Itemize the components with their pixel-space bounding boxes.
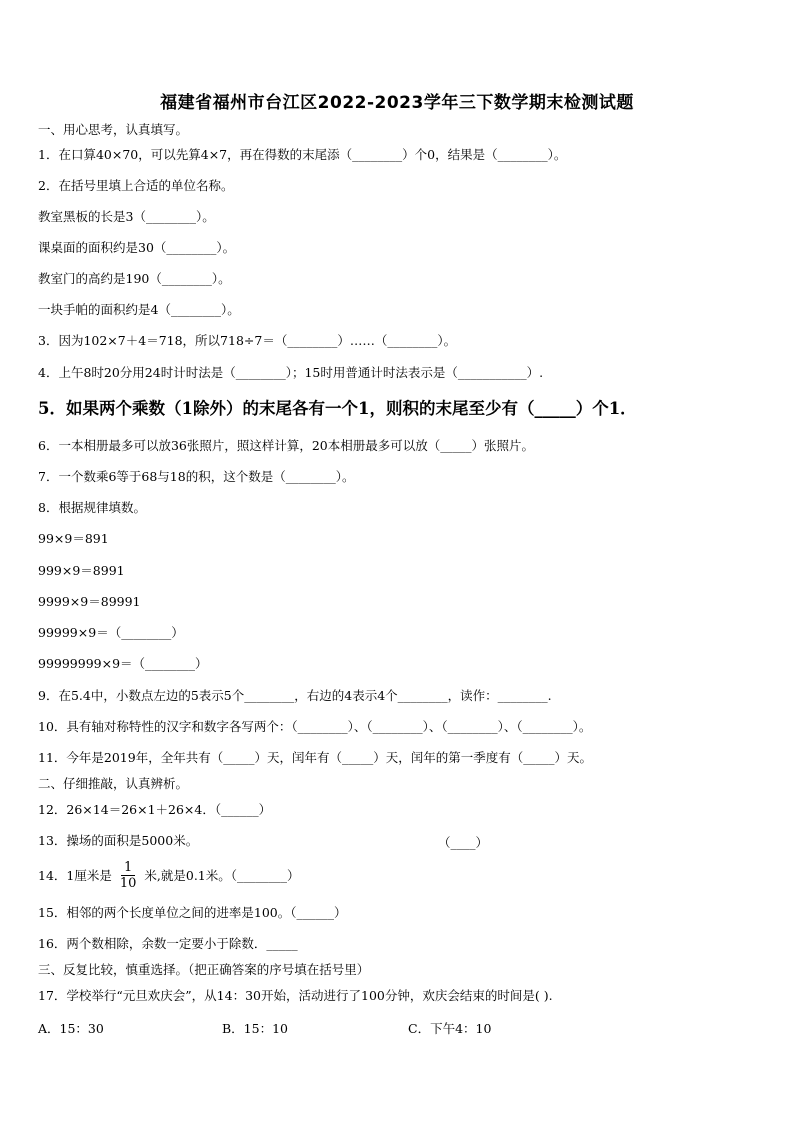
- question-7: 7．一个数乘6等于68与18的积，这个数是（________）。: [38, 469, 355, 484]
- question-1: 1．在口算40×70，可以先算4×7，再在得数的末尾添（________）个0，结果是（________）。: [38, 147, 567, 162]
- question-16: 16．两个数相除，余数一定要小于除数．_____: [38, 936, 298, 951]
- page-title: 福建省福州市台江区2022-2023学年三下数学期末检测试题: [160, 93, 634, 113]
- question-2a: 教室黑板的长是3（________）。: [38, 209, 215, 224]
- question-12: 12．26×14＝26×1＋26×4．（______）: [38, 802, 272, 817]
- question-8d: 99999×9＝（________）: [38, 625, 184, 640]
- question-4: 4．上午8时20分用24时计时法是（________）；15时用普通计时法表示是（___________）.: [38, 365, 544, 380]
- question-17-option-b: B．15：10: [222, 1021, 288, 1036]
- question-17-option-a: A．15：30: [38, 1021, 104, 1036]
- question-14-prefix: 14．1厘米是: [38, 867, 112, 883]
- question-2c: 教室门的高约是190（________）。: [38, 271, 231, 286]
- question-2d: 一块手帕的面积约是4（________）。: [38, 302, 240, 317]
- question-8c: 9999×9＝89991: [38, 594, 141, 609]
- question-17: 17．学校举行“元旦欢庆会”，从14：30开始，活动进行了100分钟，欢庆会结束的时间是( ).: [38, 988, 553, 1003]
- fraction-numerator: 1: [123, 860, 133, 875]
- question-3: 3．因为102×7＋4＝718，所以718÷7＝（________）……（________）。: [38, 333, 457, 348]
- question-8: 8．根据规律填数。: [38, 500, 146, 515]
- question-9: 9．在5.4中，小数点左边的5表示5个________，右边的4表示4个________，读作：________.: [38, 688, 552, 703]
- question-10: 10．具有轴对称特性的汉字和数字各写两个：（________）、（________）、（________）、（________）。: [38, 719, 592, 734]
- section-heading-2: 二、仔细推敲，认真辨析。: [38, 776, 189, 791]
- question-8e: 99999999×9＝（________）: [38, 656, 208, 671]
- question-2: 2．在括号里填上合适的单位名称。: [38, 178, 234, 193]
- question-8a: 99×9＝891: [38, 531, 109, 546]
- question-8b: 999×9＝8991: [38, 563, 125, 578]
- section-heading-1: 一、用心思考，认真填写。: [38, 122, 189, 137]
- fraction-one-tenth: [118, 860, 139, 891]
- fraction-denominator: 10: [119, 876, 137, 891]
- section-heading-3: 三、反复比较，慎重选择。（把正确答案的序号填在括号里）: [38, 962, 370, 977]
- question-17-option-c: C．下午4：10: [408, 1021, 492, 1036]
- question-15: 15．相邻的两个长度单位之间的进率是100。（______）: [38, 905, 347, 920]
- question-6: 6．一本相册最多可以放36张照片，照这样计算，20本相册最多可以放（_____）张照片。: [38, 438, 535, 453]
- question-2b: 课桌面的面积约是30（________）。: [38, 240, 236, 255]
- question-13: 13．操场的面积是5000米。: [38, 833, 199, 848]
- question-13-answer-blank: （____）: [438, 835, 489, 850]
- question-5: 5．如果两个乘数（1除外）的末尾各有一个1，则积的末尾至少有（_____）个1．: [38, 399, 637, 418]
- question-14: [38, 860, 300, 891]
- question-11: 11．今年是2019年，全年共有（_____）天，闰年有（_____）天，闰年的第一季度有（_____）天。: [38, 750, 592, 765]
- question-14-suffix: 米,就是0.1米。（________）: [144, 867, 300, 883]
